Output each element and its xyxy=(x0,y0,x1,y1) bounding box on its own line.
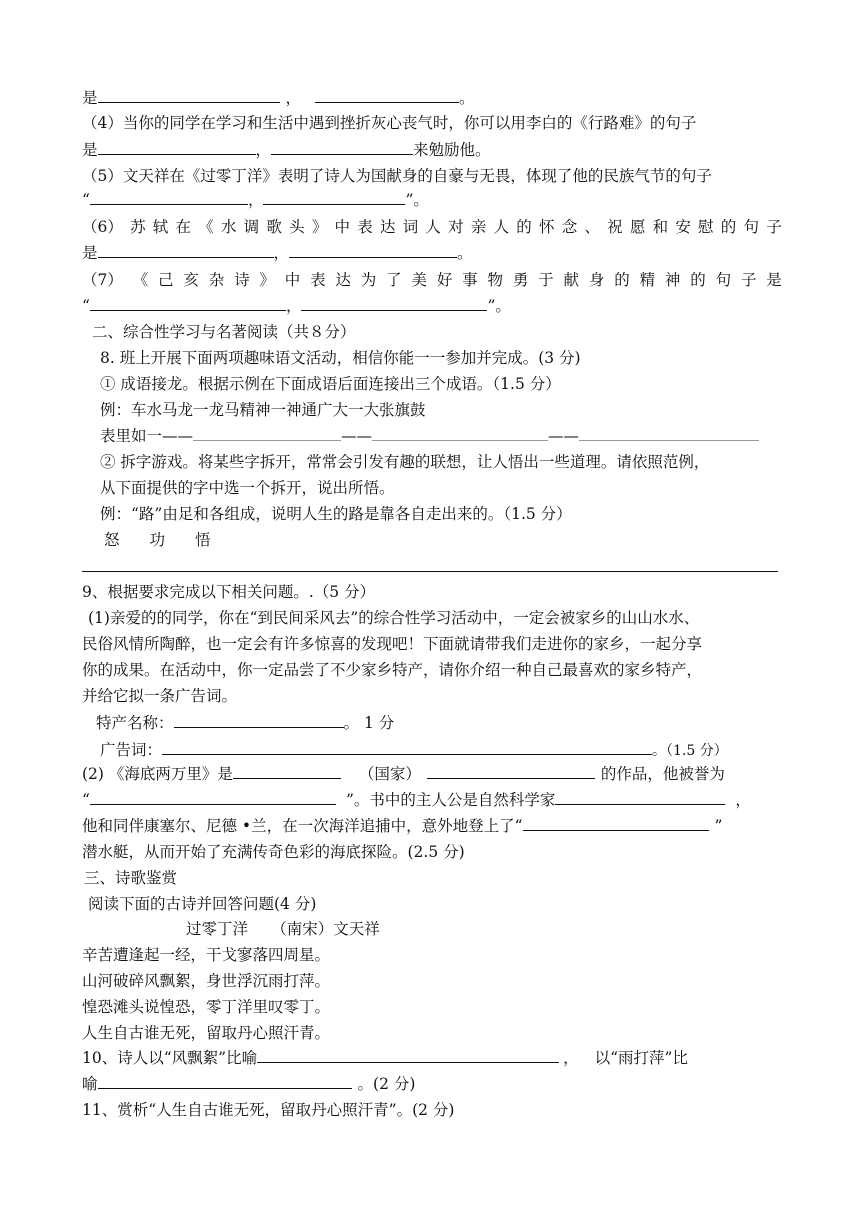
q9-ad-line xyxy=(100,740,782,761)
q9-p1-line: 你的成果。在活动中，你一定品尝了不少家乡特产，请你介绍一种自己最喜欢的家乡特产， xyxy=(82,661,703,679)
text: ”。 xyxy=(405,191,429,209)
answer-blank[interactable] xyxy=(257,1048,559,1063)
text: ” xyxy=(714,817,723,835)
char-option: 功 xyxy=(149,531,166,549)
char: 人 xyxy=(493,218,510,236)
text: ， xyxy=(563,1049,579,1067)
answer-blank[interactable] xyxy=(90,296,286,311)
q10-line1 xyxy=(82,1048,782,1068)
char: 子 xyxy=(740,271,757,289)
answer-blank[interactable] xyxy=(162,740,652,755)
q7-5-answer-line xyxy=(82,190,782,210)
answer-blank[interactable] xyxy=(233,764,341,779)
q7-5-prompt: （5）文天祥在《过零丁洋》表明了诗人为国献身的自豪与无畏，体现了他的民族气节的句子 xyxy=(82,167,712,185)
char: 和 xyxy=(652,218,669,236)
char: 是 xyxy=(766,271,782,289)
text: ， xyxy=(247,191,264,209)
char: 于 xyxy=(538,271,554,289)
text: 广告词： xyxy=(100,741,163,759)
char: 人 xyxy=(425,218,441,236)
poem-line: 惶恐滩头说惶恐，零丁洋里叹零丁。 xyxy=(82,998,331,1016)
text: 来勉励他。 xyxy=(413,141,491,159)
char: （6） xyxy=(82,218,123,236)
text: ， xyxy=(285,89,302,107)
text: 。(2 分) xyxy=(357,1075,416,1093)
char: 达 xyxy=(335,271,351,289)
q9-p1-line: (1)亲爱的的同学，你在“到民间采风去”的综合性学习活动中，一定会被家乡的山山水水、 xyxy=(88,609,700,627)
char: 愿 xyxy=(629,218,646,236)
text: —— xyxy=(341,427,373,445)
answer-blank[interactable] xyxy=(98,88,280,103)
char: 句 xyxy=(715,271,732,289)
q7-4-answer-line xyxy=(82,140,782,160)
q7-6-prompt xyxy=(82,217,782,237)
q9-product-line xyxy=(96,713,782,733)
char: 苏 xyxy=(130,218,146,236)
q9-p1-line: 并给它拟一条广告词。 xyxy=(82,687,238,705)
text: ， xyxy=(255,141,272,159)
char: 头 xyxy=(289,218,305,236)
char: 子 xyxy=(766,218,782,236)
text: 是 xyxy=(82,141,98,159)
poem-title: 过零丁洋 （南宋）文天祥 xyxy=(186,920,380,938)
text: 的作品，他被誉为 xyxy=(600,765,725,783)
text: ， xyxy=(735,791,751,809)
answer-blank[interactable] xyxy=(579,426,759,441)
answer-blank[interactable] xyxy=(372,426,548,441)
q8-1-prompt: ① 成语接龙。根据示例在下面成语后面连接出三个成语。（1.5 分） xyxy=(100,375,561,393)
answer-blank[interactable] xyxy=(315,88,459,103)
char: 诗 xyxy=(234,271,250,289)
char: 亥 xyxy=(183,271,199,289)
char: 事 xyxy=(462,271,478,289)
poem-line: 山河破碎风飘絮，身世浮沉雨打萍。 xyxy=(82,972,331,990)
answer-blank[interactable] xyxy=(174,713,344,728)
char: 怀 xyxy=(539,218,555,236)
answer-blank[interactable] xyxy=(301,296,487,311)
char: 己 xyxy=(158,271,174,289)
char: 亲 xyxy=(470,218,487,236)
q10-line2 xyxy=(82,1074,782,1094)
answer-blank[interactable] xyxy=(98,140,256,155)
q8-2-prompt: ② 拆字游戏。将某些字拆开，常常会引发有趣的联想，让人悟出一些道理。请依照范例， xyxy=(100,453,710,471)
text: (2) 《海底两万里》是 xyxy=(82,765,233,783)
char: 轼 xyxy=(152,218,169,236)
text: 10、诗人以“风飘絮”比喻 xyxy=(82,1049,258,1067)
q11-prompt: 11、赏析“人生自古谁无死，留取丹心照汗青”。(2 分) xyxy=(82,1101,455,1119)
char: 、 xyxy=(584,218,600,236)
char: 中 xyxy=(284,271,301,289)
text: 他和同伴康塞尔、尼德 •兰，在一次海洋追捕中，意外地登上了“ xyxy=(82,817,523,835)
q9-p2-line1 xyxy=(82,764,782,784)
char: 在 xyxy=(175,218,192,236)
char: 对 xyxy=(448,218,464,236)
char-option: 悟 xyxy=(195,531,211,549)
char: 达 xyxy=(379,218,396,236)
char: 的 xyxy=(720,218,737,236)
char: 》 xyxy=(259,271,275,289)
text: 。 xyxy=(459,89,475,107)
char: 为 xyxy=(360,271,377,289)
text: 。 xyxy=(457,244,473,262)
char: 表 xyxy=(310,271,326,289)
text: 喻 xyxy=(82,1075,98,1093)
text: 以“雨打萍”比 xyxy=(594,1049,688,1067)
q9-p2-line2 xyxy=(82,790,782,810)
answer-blank[interactable] xyxy=(289,243,457,258)
answer-blank[interactable] xyxy=(193,426,341,441)
text: ”。书中的主人公是自然科学家 xyxy=(345,791,556,809)
text: 表里如一—— xyxy=(100,427,194,445)
char: 句 xyxy=(743,218,759,236)
char: 歌 xyxy=(266,218,282,236)
text: 是 xyxy=(82,89,98,107)
char: 勇 xyxy=(512,271,529,289)
char-option: 怒 xyxy=(104,531,120,549)
char: 身 xyxy=(588,271,605,289)
q7-7-prompt xyxy=(82,270,782,290)
char: （7） xyxy=(82,271,123,289)
char: 慰 xyxy=(698,218,714,236)
answer-blank[interactable] xyxy=(555,790,725,805)
q7-6-answer-line xyxy=(82,243,782,263)
char: 好 xyxy=(436,271,453,289)
char: 《 xyxy=(198,218,214,236)
answer-blank[interactable] xyxy=(90,190,248,205)
char: 的 xyxy=(690,271,706,289)
char: 》 xyxy=(311,218,328,236)
poem-line: 辛苦遭逢起一经，干戈寥落四周星。 xyxy=(82,946,331,964)
text: 。（1.5 分） xyxy=(652,743,728,759)
char: 的 xyxy=(516,218,532,236)
char: 调 xyxy=(243,218,260,236)
char: 的 xyxy=(614,271,630,289)
poem-instruction: 阅读下面的古诗并回答问题(4 分) xyxy=(88,895,317,913)
text: “ xyxy=(82,297,90,315)
answer-blank[interactable] xyxy=(90,790,336,805)
text: 特产名称： xyxy=(96,714,174,732)
char: 杂 xyxy=(208,271,225,289)
text: ”。 xyxy=(487,297,511,315)
answer-blank[interactable] xyxy=(427,764,595,779)
char: 物 xyxy=(487,271,504,289)
q9-p1-line: 民俗风情所陶醉，也一定会有许多惊喜的发现吧！下面就请带我们走进你的家乡，一起分享 xyxy=(82,635,703,653)
q7-7-answer-line xyxy=(82,296,782,316)
char: 献 xyxy=(563,271,580,289)
q8-1-answer-line xyxy=(100,426,782,446)
q8-2-example: 例：“路”由足和各组成，说明人生的路是靠各自走出来的。（1.5 分） xyxy=(100,505,572,523)
char: 美 xyxy=(411,271,427,289)
char: 安 xyxy=(675,218,691,236)
answer-blank[interactable] xyxy=(98,243,274,258)
answer-blank[interactable] xyxy=(523,816,709,831)
text: （国家） xyxy=(358,765,421,783)
char: 精 xyxy=(639,271,656,289)
char: 中 xyxy=(334,218,351,236)
section3-title: 三、诗歌鉴赏 xyxy=(84,869,178,887)
section2-title: 二、综合性学习与名著阅读（共８分） xyxy=(92,323,356,341)
q7-4-prompt: （4）当你的同学在学习和生活中遇到挫折灰心丧气时，你可以用李白的《行路难》的句子 xyxy=(82,114,697,132)
answer-blank[interactable] xyxy=(98,1074,352,1089)
char: 水 xyxy=(220,218,237,236)
text: “ xyxy=(82,191,90,209)
char: 了 xyxy=(386,271,402,289)
char: 祝 xyxy=(607,218,623,236)
char: 词 xyxy=(402,218,419,236)
q7-continued-line xyxy=(82,88,782,108)
char: 神 xyxy=(664,271,681,289)
answer-blank[interactable] xyxy=(263,190,405,205)
poem-line: 人生自古谁无死，留取丹心照汗青。 xyxy=(82,1024,331,1042)
divider xyxy=(82,571,778,572)
text: —— xyxy=(548,427,580,445)
text: “ xyxy=(82,791,90,809)
answer-blank[interactable] xyxy=(271,140,413,155)
char: 《 xyxy=(132,271,149,289)
q8-2-prompt-cont: 从下面提供的字中选一个拆开，说出所悟。 xyxy=(100,479,395,497)
q9-p2-line3 xyxy=(82,816,782,836)
text: 。 1 分 xyxy=(343,714,395,732)
q8-2-char-options xyxy=(104,530,782,550)
q9-p2-line4: 潜水艇，从而开始了充满传奇色彩的海底探险。(2.5 分) xyxy=(82,843,465,861)
text: ， xyxy=(285,297,302,315)
text: 是 xyxy=(82,244,98,262)
char: 表 xyxy=(357,218,373,236)
char: 念 xyxy=(561,218,578,236)
text: ， xyxy=(273,244,290,262)
q8-prompt: 8. 班上开展下面两项趣味语文活动，相信你能一一参加并完成。(3 分) xyxy=(100,349,581,367)
q8-1-example: 例：车水马龙一龙马精神一神通广大一大张旗鼓 xyxy=(100,401,426,419)
q9-title: 9、根据要求完成以下相关问题。.（5 分） xyxy=(82,583,376,601)
